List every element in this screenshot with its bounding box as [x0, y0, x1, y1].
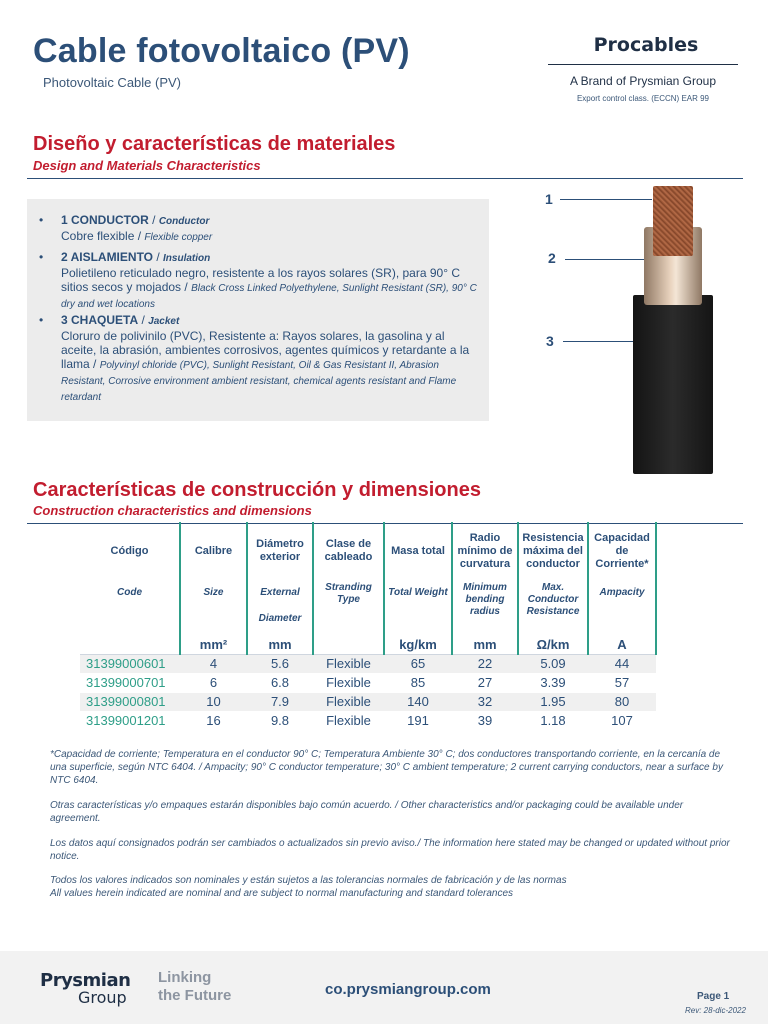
material-heading-en: Conductor — [158, 216, 210, 227]
column-header-en-text: Ampacity — [599, 587, 645, 598]
section-construction-subtitle: Construction characteristics and dimensions — [33, 503, 312, 518]
column-header-en-text: Size — [203, 587, 224, 598]
cell-resistance: 1.95 — [518, 692, 588, 711]
cell-radius: 22 — [452, 654, 518, 673]
column-header-en — [588, 580, 656, 630]
cell-diameter: 5.6 — [247, 654, 313, 673]
column-header-en-text: Stranding Type — [325, 582, 372, 605]
cell-code: 31399000801 — [80, 692, 180, 711]
material-description: Cobre flexible — [61, 229, 135, 243]
material-heading: 2 AISLAMIENTO — [61, 250, 154, 264]
prysmian-logo-group: Group — [78, 988, 127, 1007]
cell-stranding: Flexible — [313, 654, 384, 673]
cell-radius: 32 — [452, 692, 518, 711]
bullet: • — [39, 313, 44, 327]
unit-cell — [80, 630, 180, 654]
material-heading-en: Insulation — [163, 253, 211, 264]
column-header: Radio mínimo de curvatura — [452, 522, 518, 580]
cable-jacket — [633, 295, 713, 474]
brand-logo: Procables — [593, 34, 699, 56]
material-description-en: Polyvinyl chloride (PVC), Sunlight Resistant, Oil & Gas Resistant II, Abrasion Resistant, Corrosive environment ambient resistant, chemical agents resistant and Flame retardant — [61, 360, 457, 403]
export-control-class: Export control class. (ECCN) EAR 99 — [576, 94, 710, 103]
footer-tagline-line2: the Future — [158, 987, 232, 1004]
cable-conductor — [653, 186, 693, 256]
column-header-en — [80, 580, 180, 630]
table-row — [80, 654, 656, 673]
bullet: • — [39, 250, 44, 264]
note-data-changes: Los datos aquí consignados podrán ser cambiados o actualizados sin previo aviso./ The information here stated may be changed or updated without prior notice. — [50, 838, 730, 862]
revision-date: Rev: 28-dic-2022 — [685, 1006, 746, 1015]
cell-code: 31399000701 — [80, 673, 180, 692]
column-header-en — [384, 580, 452, 630]
page-title: Cable fotovoltaico (PV) — [33, 32, 410, 70]
cell-diameter: 9.8 — [247, 711, 313, 730]
table-row — [80, 711, 656, 730]
brand-divider — [548, 64, 738, 65]
callout-3-label: 3 — [546, 333, 554, 349]
material-heading: 1 CONDUCTOR — [61, 213, 149, 227]
callout-1-label: 1 — [545, 191, 553, 207]
material-item-conductor: • 1 CONDUCTOR / Conductor Cobre flexible / Flexible copper — [39, 213, 213, 243]
unit-cell: kg/km — [384, 630, 452, 654]
cell-stranding: Flexible — [313, 673, 384, 692]
cell-radius: 27 — [452, 673, 518, 692]
column-header-en — [452, 580, 518, 630]
cell-weight: 85 — [384, 673, 452, 692]
unit-cell: Ω/km — [518, 630, 588, 654]
material-item-insulation: • 2 AISLAMIENTO / Insulation Polietileno reticulado negro, resistente a los rayos solares (SR), para 90° C sitios secos y mojados / Black Cross Linked Polyethylene, Sunlight Resistant (SR), 90° C dry and wet locations — [39, 250, 477, 310]
material-description: Polietileno reticulado negro, resistente a los rayos solares (SR), para 90° C sitios secos y mojados — [61, 266, 460, 294]
column-header: Calibre — [180, 522, 247, 580]
callout-2-label: 2 — [548, 250, 556, 266]
material-description-en: Black Cross Linked Polyethylene, Sunlight Resistant (SR), 90° C dry and wet locations — [61, 283, 477, 310]
section-materials-subtitle: Design and Materials Characteristics — [33, 158, 261, 173]
column-header-en — [180, 580, 247, 630]
column-header: Diámetro exterior — [247, 522, 313, 580]
column-header-en — [247, 580, 313, 630]
material-description: Cloruro de polivinilo (PVC), Resistente a: Rayos solares, la gasolina y al aceite, la abrasión, ambientes corrosivos, agentes químicos y retardante a la llama — [61, 329, 470, 371]
column-header-en-text: Diameter — [258, 613, 302, 624]
unit-cell: mm — [247, 630, 313, 654]
materials-panel — [27, 199, 489, 421]
table-row — [80, 673, 656, 692]
cell-code: 31399000601 — [80, 654, 180, 673]
cell-resistance: 3.39 — [518, 673, 588, 692]
cell-weight: 191 — [384, 711, 452, 730]
unit-cell: A — [588, 630, 656, 654]
table-row — [80, 692, 656, 711]
cell-diameter: 7.9 — [247, 692, 313, 711]
material-heading-en: Jacket — [148, 316, 180, 327]
section-construction-title: Características de construcción y dimensiones — [33, 479, 481, 501]
bullet: • — [39, 213, 44, 227]
cell-size: 4 — [180, 654, 247, 673]
table-header-row — [80, 522, 656, 580]
page-subtitle: Photovoltaic Cable (PV) — [43, 75, 182, 90]
footer-website-link[interactable]: co.prysmiangroup.com — [325, 981, 491, 998]
table-units-row — [80, 630, 656, 654]
column-header-en-text: Total Weight — [388, 587, 448, 598]
cell-resistance: 1.18 — [518, 711, 588, 730]
cell-code: 31399001201 — [80, 711, 180, 730]
cell-resistance: 5.09 — [518, 654, 588, 673]
column-header: Masa total — [384, 522, 452, 580]
cell-ampacity: 107 — [588, 711, 656, 730]
column-header-en-text: Minimum bending radius — [463, 582, 507, 617]
footer-tagline-line1: Linking — [158, 969, 212, 986]
column-header: Clase de cableado — [313, 522, 384, 580]
cell-weight: 140 — [384, 692, 452, 711]
column-header: Resistencia máxima del conductor — [518, 522, 588, 580]
column-header-en-text: Code — [117, 587, 142, 598]
unit-cell — [313, 630, 384, 654]
material-item-jacket: • 3 CHAQUETA / Jacket Cloruro de polivinilo (PVC), Resistente a: Rayos solares, la gasolina y al aceite, la abrasión, ambientes corrosivos, agentes químicos y retardante a la llama / Polyvinyl chloride (PVC), Sunlight Resistant, Oil & Gas Resistant II, Abrasion Resistant, Corrosive environment ambient resistant, chemical agents resistant and Flame retardant — [39, 313, 470, 403]
section-divider — [27, 178, 743, 179]
cell-weight: 65 — [384, 654, 452, 673]
cell-size: 16 — [180, 711, 247, 730]
unit-cell: mm — [452, 630, 518, 654]
unit-cell: mm² — [180, 630, 247, 654]
page-number: Page 1 — [697, 991, 730, 1002]
callout-3-line — [563, 341, 635, 342]
cell-stranding: Flexible — [313, 711, 384, 730]
column-header: Capacidad de Corriente* — [588, 522, 656, 580]
column-header: Código — [80, 522, 180, 580]
section-materials-title: Diseño y características de materiales — [33, 133, 396, 155]
cell-radius: 39 — [452, 711, 518, 730]
cell-diameter: 6.8 — [247, 673, 313, 692]
brand-tagline: A Brand of Prysmian Group — [569, 74, 717, 88]
cell-ampacity: 57 — [588, 673, 656, 692]
material-description-en: Flexible copper — [144, 232, 213, 243]
note-other-characteristics: Otras características y/o empaques estarán disponibles bajo común acuerdo. / Other characteristics and/or packaging could be available under agreement. — [50, 800, 684, 824]
column-header-en — [313, 580, 384, 630]
column-header-en — [518, 580, 588, 630]
prysmian-logo: Prysmian — [40, 970, 131, 991]
note-ampacity: *Capacidad de corriente; Temperatura en el conductor 90° C; Temperatura Ambiente 30° C; dos conductores transportando corriente, en la cercanía de una superficie, según NTC 6404. / Ampacity; 90° C conductor temperature; 30° C ambient temperature; 2 current carrying conductors, near a surface by NTC 6404. — [50, 749, 723, 786]
cell-ampacity: 44 — [588, 654, 656, 673]
cable-cross-section-image — [630, 183, 716, 474]
cell-size: 6 — [180, 673, 247, 692]
column-header-en-text: External — [260, 587, 300, 598]
note-nominal-values-en: All values herein indicated are nominal and are subject to normal manufacturing and standard tolerances — [50, 888, 514, 899]
cell-size: 10 — [180, 692, 247, 711]
note-nominal-values-es: Todos los valores indicados son nominales y están sujetos a las tolerancias normales de fabricación y de las normas — [50, 875, 567, 886]
column-header-en-text: Max. Conductor Resistance — [526, 582, 580, 617]
material-heading: 3 CHAQUETA — [61, 313, 139, 327]
table-header-row-en — [80, 580, 656, 630]
cell-ampacity: 80 — [588, 692, 656, 711]
specifications-table — [80, 522, 657, 731]
cell-stranding: Flexible — [313, 692, 384, 711]
